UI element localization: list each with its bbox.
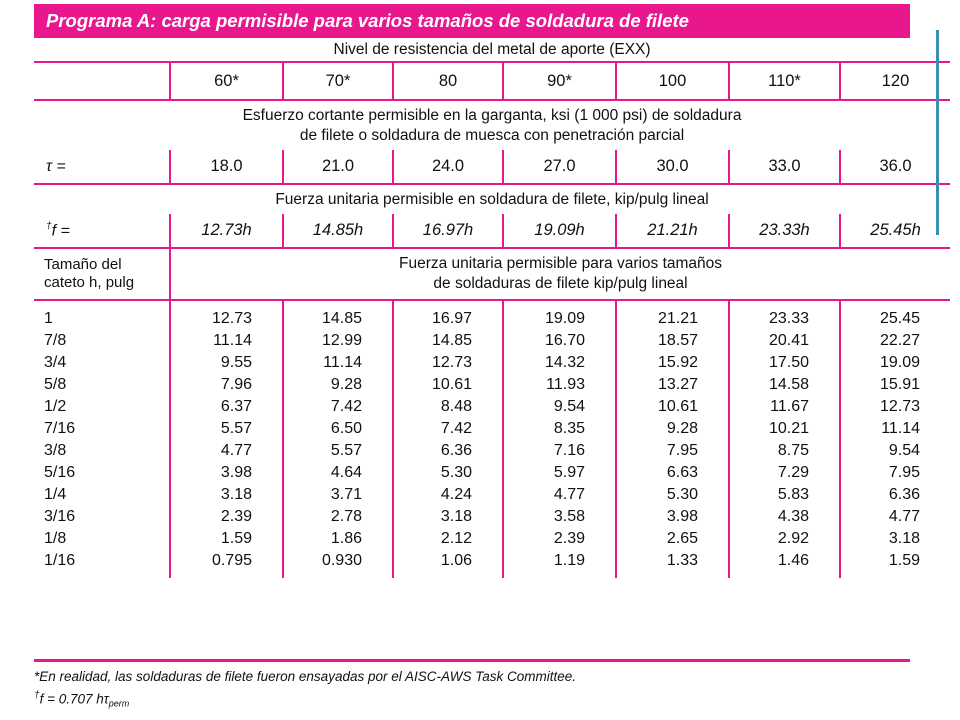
load-value: 11.67 [729, 396, 840, 418]
load-value: 2.39 [503, 528, 616, 550]
table-row [34, 484, 950, 506]
shear-value-2: 21.0 [283, 150, 393, 184]
force-value-4: 19.09h [503, 214, 616, 248]
load-value: 11.14 [170, 330, 283, 352]
load-value: 6.37 [170, 396, 283, 418]
load-value: 11.93 [503, 374, 616, 396]
load-value: 11.14 [283, 352, 393, 374]
force-value-7: 25.45h [840, 214, 950, 248]
load-value: 1.33 [616, 550, 729, 572]
load-value: 14.85 [283, 308, 393, 330]
weld-load-table-document [34, 4, 921, 578]
load-value: 20.41 [729, 330, 840, 352]
weld-load-table [34, 38, 950, 578]
load-value: 8.35 [503, 418, 616, 440]
force-symbol-cell [34, 214, 170, 248]
sizes-header-line1: Fuerza unitaria permisible para varios tamaños [398, 255, 723, 272]
footnote-2-subscript: perm [108, 698, 130, 709]
force-header: Fuerza unitaria permisible en soldadura de filete, kip/pulg lineal [275, 190, 709, 208]
load-value: 25.45 [880, 310, 921, 327]
load-value: 22.27 [880, 332, 921, 349]
load-value: 5.30 [616, 484, 729, 506]
load-value: 6.63 [616, 462, 729, 484]
spacer-row [34, 300, 950, 308]
load-value: 4.77 [170, 440, 283, 462]
load-value: 9.55 [170, 352, 283, 374]
load-value: 11.14 [881, 420, 921, 437]
force-values-row [34, 214, 950, 248]
shear-value-7: 36.0 [840, 150, 950, 184]
load-value: 12.73 [393, 352, 503, 374]
load-value: 14.32 [503, 352, 616, 374]
filler-level-2: 70* [283, 62, 393, 100]
load-value: 7.42 [283, 396, 393, 418]
load-value: 5.57 [170, 418, 283, 440]
filler-level-4: 90* [503, 62, 616, 100]
load-value: 2.12 [393, 528, 503, 550]
spacer-row-bottom [34, 572, 950, 578]
load-value: 1.06 [393, 550, 503, 572]
load-value: 12.73 [170, 308, 283, 330]
load-value: 5.30 [393, 462, 503, 484]
load-value: 7.16 [503, 440, 616, 462]
load-value: 7.95 [616, 440, 729, 462]
footnote-1: *En realidad, las soldaduras de filete fueron ensayadas por el AISC-AWS Task Committee. [34, 669, 577, 684]
load-value: 7.96 [170, 374, 283, 396]
table-row [34, 374, 950, 396]
table-row [34, 528, 950, 550]
load-value: 18.57 [616, 330, 729, 352]
force-value-3: 16.97h [393, 214, 503, 248]
table-row [34, 308, 950, 330]
shear-header-line2: de filete o soldadura de muesca con penetración parcial [299, 126, 685, 144]
filler-label-blank [34, 62, 170, 100]
table-row [34, 352, 950, 374]
load-value: 5.57 [283, 440, 393, 462]
side-accent-rule [936, 30, 939, 235]
force-value-5: 21.21h [616, 214, 729, 248]
shear-value-1: 18.0 [170, 150, 283, 184]
load-value: 4.24 [393, 484, 503, 506]
table-row [34, 330, 950, 352]
leg-size: 1/8 [34, 528, 170, 550]
load-value: 4.64 [283, 462, 393, 484]
load-value: 5.97 [503, 462, 616, 484]
force-symbol: f = [51, 222, 70, 240]
load-value: 7.95 [888, 464, 921, 481]
table-row [34, 462, 950, 484]
load-value: 3.71 [283, 484, 393, 506]
force-value-1: 12.73h [170, 214, 283, 248]
load-value: 14.58 [729, 374, 840, 396]
load-value: 0.930 [283, 550, 393, 572]
shear-value-6: 33.0 [729, 150, 840, 184]
sizes-header-row [34, 248, 950, 300]
load-value: 2.39 [170, 506, 283, 528]
leg-size: 3/4 [34, 352, 170, 374]
load-value: 14.85 [393, 330, 503, 352]
load-value: 8.48 [393, 396, 503, 418]
leg-size: 3/16 [34, 506, 170, 528]
filler-level-1: 60* [170, 62, 283, 100]
shear-header [34, 100, 950, 150]
load-value: 15.91 [880, 376, 921, 393]
load-value: 3.18 [170, 484, 283, 506]
load-value: 2.65 [616, 528, 729, 550]
load-value: 1.86 [283, 528, 393, 550]
shear-value-5: 30.0 [616, 150, 729, 184]
leg-size: 5/16 [34, 462, 170, 484]
shear-header-row [34, 100, 950, 150]
leg-size: 3/8 [34, 440, 170, 462]
load-value: 3.58 [503, 506, 616, 528]
size-column-label [34, 248, 170, 300]
table-bottom-rule [34, 659, 910, 662]
load-value: 8.75 [729, 440, 840, 462]
size-rows [34, 308, 950, 572]
load-value: 19.09 [503, 308, 616, 330]
filler-level-5: 100 [616, 62, 729, 100]
load-value: 1.59 [888, 552, 921, 569]
load-value: 6.50 [283, 418, 393, 440]
footnote-2-mark: † [34, 690, 40, 701]
load-value: 13.27 [616, 374, 729, 396]
load-value: 0.795 [170, 550, 283, 572]
leg-size: 1/2 [34, 396, 170, 418]
leg-size: 7/16 [34, 418, 170, 440]
size-label-line2: cateto h, pulg [44, 274, 135, 291]
load-value: 1.59 [170, 528, 283, 550]
load-value: 9.28 [283, 374, 393, 396]
load-value: 7.29 [729, 462, 840, 484]
load-value: 4.77 [503, 484, 616, 506]
load-value: 21.21 [616, 308, 729, 330]
load-value: 6.36 [888, 486, 921, 503]
table-row [34, 440, 950, 462]
load-value: 3.98 [170, 462, 283, 484]
load-value: 1.46 [729, 550, 840, 572]
load-value: 19.09 [880, 354, 921, 371]
load-value: 6.36 [393, 440, 503, 462]
load-value: 9.54 [888, 442, 921, 459]
load-value: 12.99 [283, 330, 393, 352]
footnote-2-formula: f = 0.707 hτ [39, 691, 109, 707]
filler-level-3: 80 [393, 62, 503, 100]
leg-size: 5/8 [34, 374, 170, 396]
leg-size: 1/16 [34, 550, 170, 572]
dagger-mark: † [46, 220, 52, 232]
load-value: 2.78 [283, 506, 393, 528]
load-value: 9.28 [616, 418, 729, 440]
load-value: 5.83 [729, 484, 840, 506]
shear-symbol: τ = [34, 150, 170, 184]
footnote-2 [34, 687, 904, 713]
load-value: 4.77 [888, 508, 921, 525]
filler-header-row [34, 38, 950, 62]
leg-size: 1 [34, 308, 170, 330]
table-row [34, 550, 950, 572]
load-value: 23.33 [729, 308, 840, 330]
load-value: 10.61 [616, 396, 729, 418]
filler-header: Nivel de resistencia del metal de aporte (EXX) [34, 38, 950, 62]
table-row [34, 418, 950, 440]
shear-values-row [34, 150, 950, 184]
load-value: 1.19 [503, 550, 616, 572]
force-header-row [34, 184, 950, 214]
load-value: 10.21 [729, 418, 840, 440]
leg-size: 7/8 [34, 330, 170, 352]
size-label-line1: Tamaño del [44, 256, 122, 273]
shear-header-line1: Esfuerzo cortante permisible en la garganta, ksi (1 000 psi) de soldadura [242, 106, 742, 124]
table-row [34, 396, 950, 418]
load-value: 2.92 [729, 528, 840, 550]
load-value: 4.38 [729, 506, 840, 528]
filler-level-7: 120 [840, 62, 950, 100]
force-value-6: 23.33h [729, 214, 840, 248]
force-value-2: 14.85h [283, 214, 393, 248]
load-value: 9.54 [503, 396, 616, 418]
filler-levels-row [34, 62, 950, 100]
sizes-header [170, 248, 950, 300]
filler-level-6: 110* [729, 62, 840, 100]
load-value: 15.92 [616, 352, 729, 374]
load-value: 16.97 [393, 308, 503, 330]
table-title: Programa A: carga permisible para varios tamaños de soldadura de filete [34, 4, 910, 38]
load-value: 7.42 [393, 418, 503, 440]
load-value: 3.98 [616, 506, 729, 528]
load-value: 3.18 [393, 506, 503, 528]
leg-size: 1/4 [34, 484, 170, 506]
sizes-header-line2: de soldaduras de filete kip/pulg lineal [433, 275, 688, 292]
load-value: 3.18 [888, 530, 921, 547]
load-value: 17.50 [729, 352, 840, 374]
load-value: 16.70 [503, 330, 616, 352]
load-value: 10.61 [393, 374, 503, 396]
table-row [34, 506, 950, 528]
shear-value-4: 27.0 [503, 150, 616, 184]
load-value: 12.73 [880, 398, 921, 415]
shear-value-3: 24.0 [393, 150, 503, 184]
